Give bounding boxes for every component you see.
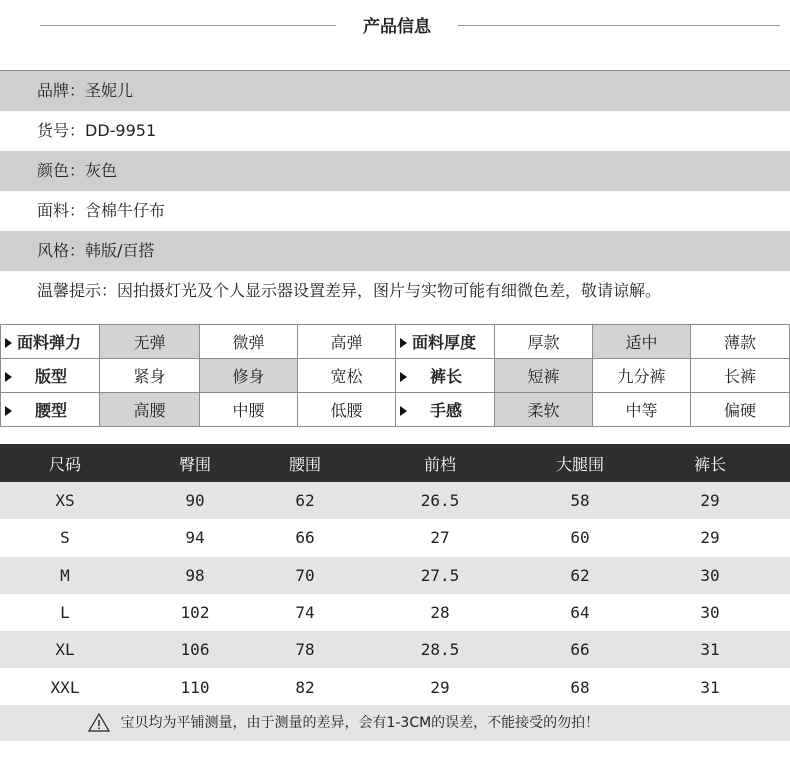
size-table-cell: XXL <box>50 677 80 697</box>
size-table-cell: 106 <box>130 631 260 668</box>
size-table-cell: 26.5 <box>350 482 530 519</box>
attribute-option: 九分裤 <box>593 359 691 393</box>
attribute-row <box>1 359 790 393</box>
triangle-bullet-icon <box>5 338 12 348</box>
attribute-label-text: 手感 <box>430 401 463 420</box>
triangle-bullet-icon <box>400 406 407 416</box>
attribute-label <box>1 325 100 359</box>
size-table-column-header: 腰围 <box>260 444 350 482</box>
size-table-cell: S <box>60 528 70 548</box>
attribute-option: 长裤 <box>691 359 790 393</box>
attribute-option: 宽松 <box>298 359 396 393</box>
size-table-cell: 110 <box>180 677 210 697</box>
size-table-cell: 29 <box>700 528 720 548</box>
attribute-label-text: 裤长 <box>430 367 463 386</box>
attribute-option: 中腰 <box>200 393 298 427</box>
size-table-cell: 28.5 <box>350 631 530 668</box>
triangle-bullet-icon <box>5 372 12 382</box>
attribute-label <box>396 359 495 393</box>
size-table-cell: 90 <box>130 482 260 519</box>
attribute-option-selected: 适中 <box>593 325 691 359</box>
attribute-table <box>0 324 790 432</box>
attribute-label <box>1 393 100 427</box>
header-divider-left <box>40 25 336 26</box>
attribute-label-text: 面料厚度 <box>412 333 477 352</box>
size-table-cell: 102 <box>180 603 210 623</box>
size-table-column-header: 裤长 <box>630 444 790 482</box>
attribute-label <box>396 325 495 359</box>
attribute-option: 低腰 <box>298 393 396 427</box>
size-table-cell: 74 <box>295 603 315 623</box>
attribute-option-selected: 无弹 <box>100 325 200 359</box>
triangle-bullet-icon <box>400 372 407 382</box>
size-table-row <box>0 631 790 668</box>
section-header <box>0 0 790 50</box>
size-table-cell: 29 <box>430 677 450 697</box>
size-table-column-header: 臀围 <box>130 444 260 482</box>
attribute-row <box>1 325 790 359</box>
size-table-cell: 78 <box>260 631 350 668</box>
size-table-cell: 60 <box>570 528 590 548</box>
size-table-cell: 68 <box>570 677 590 697</box>
attribute-option-selected: 修身 <box>200 359 298 393</box>
product-info-block <box>0 70 790 311</box>
size-table-row <box>0 557 790 594</box>
triangle-bullet-icon <box>5 406 12 416</box>
size-table-cell: 70 <box>260 557 350 594</box>
measurement-note-text: 宝贝均为平铺测量，由于测量的差异，会有1-3CM的误差，不能接受的勿拍！ <box>120 715 600 731</box>
size-table-cell: 66 <box>295 528 315 548</box>
attribute-option: 偏硬 <box>691 393 790 427</box>
size-table-cell: 28 <box>430 603 450 623</box>
size-table-row <box>0 668 790 705</box>
style-row: 风格：韩版/百搭 <box>0 231 790 271</box>
size-table-row <box>0 594 790 631</box>
color-row: 颜色：灰色 <box>0 151 790 191</box>
attribute-option-selected: 高腰 <box>100 393 200 427</box>
size-table-cell: 27.5 <box>350 557 530 594</box>
attribute-label-text: 腰型 <box>35 401 68 420</box>
size-table-cell: 30 <box>700 603 720 623</box>
notice-row: 温馨提示：因拍摄灯光及个人显示器设置差异，图片与实物可能有细微色差，敬请谅解。 <box>37 281 662 300</box>
size-table-cell: 98 <box>130 557 260 594</box>
size-table <box>0 444 790 706</box>
attribute-label-text: 版型 <box>35 367 68 386</box>
size-table-header <box>0 444 790 482</box>
attribute-option: 紧身 <box>100 359 200 393</box>
item-number-row: 货号：DD-9951 <box>37 121 157 140</box>
size-table-cell: XL <box>0 631 130 668</box>
attribute-option: 薄款 <box>691 325 790 359</box>
attribute-label <box>1 359 100 393</box>
warning-icon <box>88 715 120 731</box>
size-table-cell: 31 <box>630 631 790 668</box>
size-table-cell: 62 <box>530 557 630 594</box>
attribute-option: 高弹 <box>298 325 396 359</box>
fabric-row: 面料：含棉牛仔布 <box>37 201 166 220</box>
size-table-column-header: 大腿围 <box>530 444 630 482</box>
measurement-note <box>0 705 790 741</box>
size-table-row <box>0 519 790 556</box>
attribute-label <box>396 393 495 427</box>
attribute-label-text: 面料弹力 <box>17 333 82 352</box>
size-table-cell: 64 <box>570 603 590 623</box>
size-table-cell: 62 <box>260 482 350 519</box>
size-table-cell: 58 <box>530 482 630 519</box>
size-table-cell: XS <box>0 482 130 519</box>
size-table-cell: 66 <box>530 631 630 668</box>
triangle-bullet-icon <box>400 338 407 348</box>
attribute-option: 中等 <box>593 393 691 427</box>
brand-row: 品牌：圣妮儿 <box>0 71 790 111</box>
header-divider-right <box>458 25 780 26</box>
attribute-option: 微弹 <box>200 325 298 359</box>
size-table-cell: 94 <box>185 528 205 548</box>
size-table-cell: 30 <box>630 557 790 594</box>
attribute-row <box>1 393 790 427</box>
page-title: 产品信息 <box>363 17 431 37</box>
size-table-cell: 27 <box>430 528 450 548</box>
size-table-column-header: 前档 <box>350 444 530 482</box>
attribute-option-selected: 柔软 <box>495 393 593 427</box>
size-table-cell: 29 <box>630 482 790 519</box>
attribute-option-selected: 短裤 <box>495 359 593 393</box>
size-table-cell: L <box>60 603 70 623</box>
attribute-option: 厚款 <box>495 325 593 359</box>
size-table-cell: 31 <box>700 677 720 697</box>
size-table-column-header: 尺码 <box>0 444 130 482</box>
size-table-cell: M <box>0 557 130 594</box>
size-table-cell: 82 <box>295 677 315 697</box>
size-table-row <box>0 482 790 519</box>
